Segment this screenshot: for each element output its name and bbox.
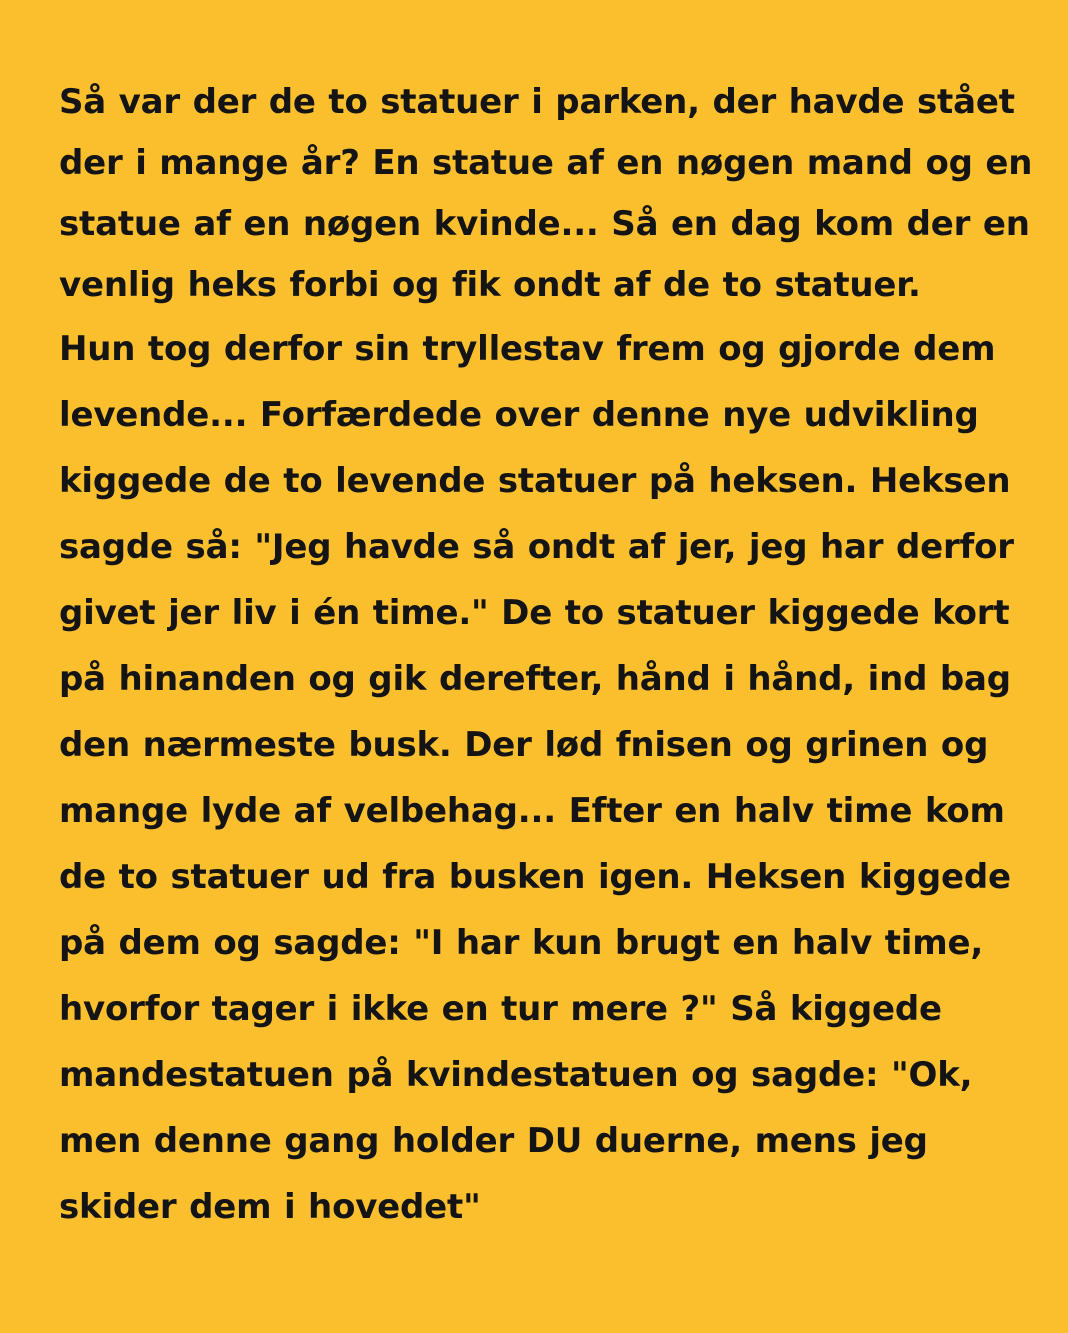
story-line: de to statuer ud fra busken igen. Heksen kiggede	[59, 857, 1011, 897]
story-line: levende... Forfærdede over denne nye udvikling	[59, 395, 979, 435]
story-line: den nærmeste busk. Der lød fnisen og grinen og	[59, 725, 989, 765]
story-line: på hinanden og gik derefter, hånd i hånd, ind bag	[59, 659, 1011, 699]
story-line: hvorfor tager i ikke en tur mere ?" Så kiggede	[59, 989, 942, 1029]
story-line: på dem og sagde: "I har kun brugt en halv time,	[59, 923, 984, 963]
story-line: der i mange år? En statue af en nøgen mand og en	[59, 143, 1033, 183]
story-line: mange lyde af velbehag... Efter en halv time kom	[59, 791, 1005, 831]
story-line: mandestatuen på kvindestatuen og sagde: "Ok,	[59, 1055, 973, 1095]
story-line: statue af en nøgen kvinde... Så en dag kom der en	[59, 204, 1030, 244]
story-line: Så var der de to statuer i parken, der havde stået	[59, 82, 1015, 122]
story-line: sagde så: "Jeg havde så ondt af jer, jeg har derfor	[59, 527, 1014, 567]
story-line: skider dem i hovedet"	[59, 1187, 481, 1227]
story-line: Hun tog derfor sin tryllestav frem og gjorde dem	[59, 329, 996, 369]
story-line: men denne gang holder DU duerne, mens jeg	[59, 1121, 928, 1161]
story-line: givet jer liv i én time." De to statuer kiggede kort	[59, 593, 1010, 633]
story-text	[59, 72, 1059, 1240]
story-line: kiggede de to levende statuer på heksen. Heksen	[59, 461, 1011, 501]
story-line: venlig heks forbi og fik ondt af de to statuer.	[59, 265, 921, 305]
